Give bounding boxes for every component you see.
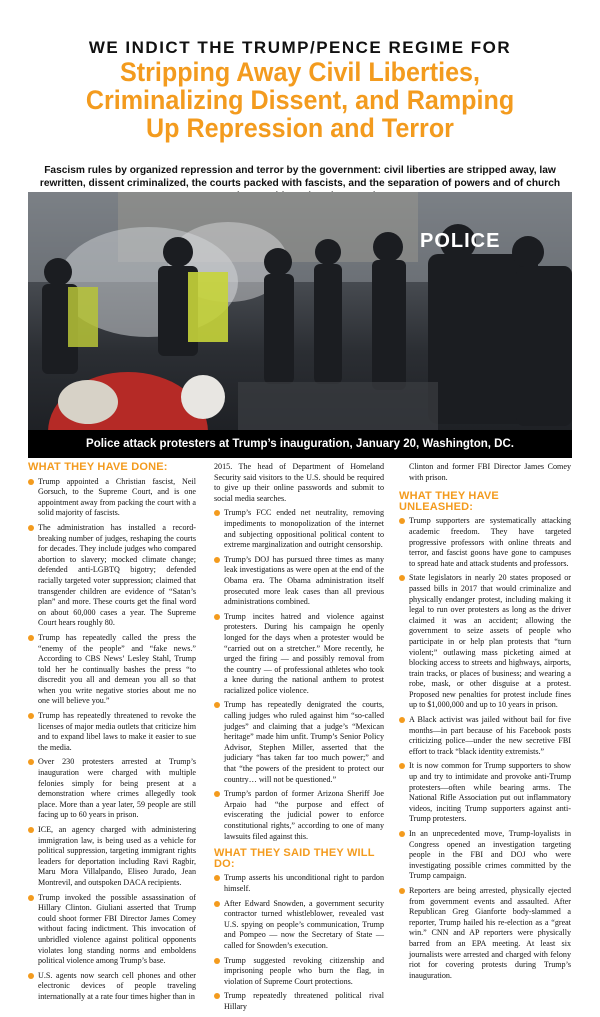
continued-text: Clinton and former FBI Director James Comey with prison. xyxy=(409,462,571,482)
bullet-icon xyxy=(28,973,34,979)
list-item xyxy=(399,829,571,882)
bullet-icon xyxy=(28,635,34,641)
section-title-unleashed: WHAT THEY HAVE UNLEASHED: xyxy=(399,490,499,513)
headline xyxy=(21,58,579,142)
list-item-text: Trump asserts his unconditional right to pardon himself. xyxy=(224,873,384,893)
list-item xyxy=(214,873,384,894)
police-label: POLICE xyxy=(420,230,501,252)
column-2 xyxy=(214,462,384,1017)
bullet-icon xyxy=(399,575,405,581)
bullet-icon xyxy=(28,895,34,901)
section-title-said: WHAT THEY SAID THEY WILL DO: xyxy=(214,847,375,870)
list-item xyxy=(28,971,196,1003)
bullet-icon xyxy=(214,875,220,881)
bullet-icon xyxy=(28,525,34,531)
protest-photo xyxy=(28,192,572,458)
bullet-icon xyxy=(28,713,34,719)
list-item xyxy=(399,516,571,569)
list-item-text: In an unprecedented move, Trump-loyalists in Congress opened an investigation targeting people in the FBI and DOJ who were investigating possible crimes committed by the Trump campaign. xyxy=(409,829,571,881)
bullet-icon xyxy=(28,759,34,765)
bullet-icon xyxy=(214,510,220,516)
list-item xyxy=(28,893,196,967)
bullet-icon xyxy=(214,958,220,964)
list-item-text: Trump’s FCC ended net neutrality, removing impediments to monopolization of the internet and subjecting oppositional political content to extreme marginalization and outright censorship. xyxy=(224,508,384,550)
continued-text: 2015. The head of Department of Homeland Security said visitors to the U.S. should be required to give up their online passwords and submit to social media searches. xyxy=(214,462,384,503)
headline-line: Up Repression and Terror xyxy=(146,113,454,143)
list-item-text: Trump has repeatedly denigrated the courts, calling judges who ruled against him “so-called judges” and claiming that a judge’s “Mexican heritage” made him unfit. Trump’s Senior Policy Advisor, Stephen Miller, asserted that the judiciary “has taken far too much power;” and that “the powers of the president to protect our country… will not be questioned.” xyxy=(224,700,384,784)
list-item xyxy=(399,715,571,757)
list-item-text: After Edward Snowden, a government security contractor turned whistleblower, revealed vast U.S. spying on people’s communication, Trump and Pompeo — now the Secretary of State — called for Snowden’s execution. xyxy=(224,898,384,950)
column-1 xyxy=(28,462,196,1007)
deck-text: Fascism rules by organized repression and terror by the government: civil liberties are stripped away, law rewritten, dissent criminalized, the courts packed with fascists, and the separation of powers and of church xyxy=(39,165,561,189)
list-item xyxy=(214,991,384,1012)
list-item-text: Trump repeatedly threatened political rival Hillary xyxy=(224,991,384,1011)
done-list xyxy=(28,477,196,1003)
said-list xyxy=(214,873,384,1012)
bullet-icon xyxy=(399,831,405,837)
list-item-text: Trump has repeatedly threatened to revoke the licenses of major media outlets that criticize him and to expand libel laws to make it easier to sue the media. xyxy=(38,711,196,752)
bullet-icon xyxy=(214,791,220,797)
bullet-icon xyxy=(214,557,220,563)
bullet-icon xyxy=(399,763,405,769)
list-item xyxy=(214,789,384,842)
list-item xyxy=(214,508,384,550)
photo-caption: Police attack protesters at Trump’s inauguration, January 20, Washington, DC. xyxy=(28,430,572,458)
list-item-text: ICE, an agency charged with administering immigration law, is being used as a vehicle for political suppression, targeting immigrant rights leaders for deportation including Ravi Ragbir, Maru Mora Villalpando, Eliseo Jurado, Jean Montrevil, and outspoken DACA recipients. xyxy=(38,825,196,887)
list-item xyxy=(28,477,196,519)
list-item xyxy=(399,573,571,711)
list-item-text: Trump suggested revoking citizenship and imprisoning people who burn the flag, in violation of Supreme Court protections. xyxy=(224,955,384,986)
list-item-text: The administration has installed a record-breaking number of judges, reshaping the courts for decades. They include judges who compared abortion to slavery; mocked climate change; defended anti-LGBTQ bigotry; defended racially targeted voter suppression; claimed that transgender children are evidence of “Satan’s plan” and more. These courts get the final word on about 60,000 cases a year. The Supreme Court hears roughly 80. xyxy=(38,522,196,628)
bullet-icon xyxy=(399,518,405,524)
list-item xyxy=(214,700,384,785)
list-item-text: Trump’s DOJ has pursued three times as many leak investigations as were open at the end of the Obama era. The Obama administration itself prosecuted more leak cases than all previous administrations combined. xyxy=(224,554,384,607)
bullet-icon xyxy=(28,827,34,833)
list-item xyxy=(28,523,196,629)
list-item xyxy=(214,899,384,952)
bullet-icon xyxy=(214,702,220,708)
bullet-icon xyxy=(214,993,220,999)
list-item xyxy=(28,711,196,753)
list-item-text: Reporters are being arrested, physically ejected from government events and assaulted. After Republican Greg Gianforte body-slammed a reporter, Trump hailed his re-election as a “great win.” CNN and AP reporters were physically barred from an EPA meeting. At least six journalists were arrested and charged with felony riot for covering protests during Trump’s inauguration. xyxy=(409,885,571,980)
supertitle: WE INDICT THE TRUMP/PENCE REGIME FOR xyxy=(88,38,512,57)
list-item xyxy=(28,633,196,707)
section-title-done: WHAT THEY HAVE DONE: xyxy=(28,461,168,473)
bullet-icon xyxy=(214,614,220,620)
list-item xyxy=(214,956,384,988)
list-item-text: Over 230 protesters arrested at Trump’s inauguration were charged with multiple felonies simply for being present at a demonstration where crimes allegedly took place. More than a year later, 59 people are still facing up to 60 years in prison. xyxy=(38,757,196,820)
list-item-text: State legislators in nearly 20 states proposed or passed bills in 2017 that would criminalize and physically endanger protest, including making it legal to run over protesters as long as the driver claimed it was an accident; allowing the government to seize assets of people who participate in or help plan protests that “turn violent;” outlawing mass picketing aimed at blocking access to streets and highways, airports, train tracks, or places of business; and wearing a robe, mask, or other disguise at a protest. Proposed new penalties for protest include fines up to $1,000,000 and up to 10 years in prison. xyxy=(409,573,571,710)
column-3 xyxy=(399,462,571,985)
headline-line: Criminalizing Dissent, and Ramping xyxy=(85,85,515,115)
list-item-text: Trump’s pardon of former Arizona Sheriff Joe Arpaio had “the purpose and effect of eviscerating the judicial power to enforce constitutional rights,” according to one of many lawsuits filed against this. xyxy=(224,789,384,841)
bullet-icon xyxy=(399,888,405,894)
list-item xyxy=(28,757,196,821)
headline-line: Stripping Away Civil Liberties, xyxy=(120,57,480,87)
unleashed-list xyxy=(399,516,571,981)
list-item xyxy=(399,886,571,981)
list-item xyxy=(214,612,384,697)
list-item-text: Trump supporters are systematically attacking academic freedom. They have targeted progressive professors with online threats and terror, and fascist goons have gone to campuses to spread hate and attack students and professors. xyxy=(409,516,571,568)
list-item-text: U.S. agents now search cell phones and other electronic devices of people traveling internationally at a rate four times higher than in xyxy=(38,970,196,1001)
done-continued-list xyxy=(214,508,384,842)
list-item-text: It is now common for Trump supporters to show up and try to intimidate and provoke anti-Trump protesters—often while bearing arms. The National Rifle Association put out inflammatory videos, inciting Trump supporters against anti-Trump protesters. xyxy=(409,761,571,824)
bullet-icon xyxy=(214,901,220,907)
list-item xyxy=(28,825,196,889)
list-item-text: Trump incites hatred and violence against protesters. During his campaign he openly longed for the days when a protester would be “carried out on a stretcher.” More recently, he urged the firing — and possibly removal from the country — of professional athletes who took a knee during the national anthem to protest racialized police violence. xyxy=(224,611,384,695)
list-item-text: A Black activist was jailed without bail for five months—in part because of his Facebook posts criticizing police—under the new secretive FBI effort to track “black identity extremists.” xyxy=(409,715,571,756)
list-item xyxy=(214,555,384,608)
bullet-icon xyxy=(399,717,405,723)
bullet-icon xyxy=(28,479,34,485)
list-item-text: Trump appointed a Christian fascist, Neil Gorsuch, to the Supreme Court, and is one appointment away from packing the court with a solid majority of fascists. xyxy=(38,476,196,518)
list-item-text: Trump invoked the possible assassination of Hillary Clinton. Giuliani asserted that Trump could shoot former FBI Director James Comey without facing indictment. This invocation of unbridled violence against political opponents violates long standing norms and emboldens political violence among Trump’s base. xyxy=(38,892,196,966)
list-item-text: Trump has repeatedly called the press the “enemy of the people” and “fake news.” According to CBS News’ Lesley Stahl, Trump told her he continually bashes the press “to discredit you all and demean you all so that when you write negative stories about me no one will believe you.” xyxy=(38,632,196,706)
list-item xyxy=(399,761,571,825)
